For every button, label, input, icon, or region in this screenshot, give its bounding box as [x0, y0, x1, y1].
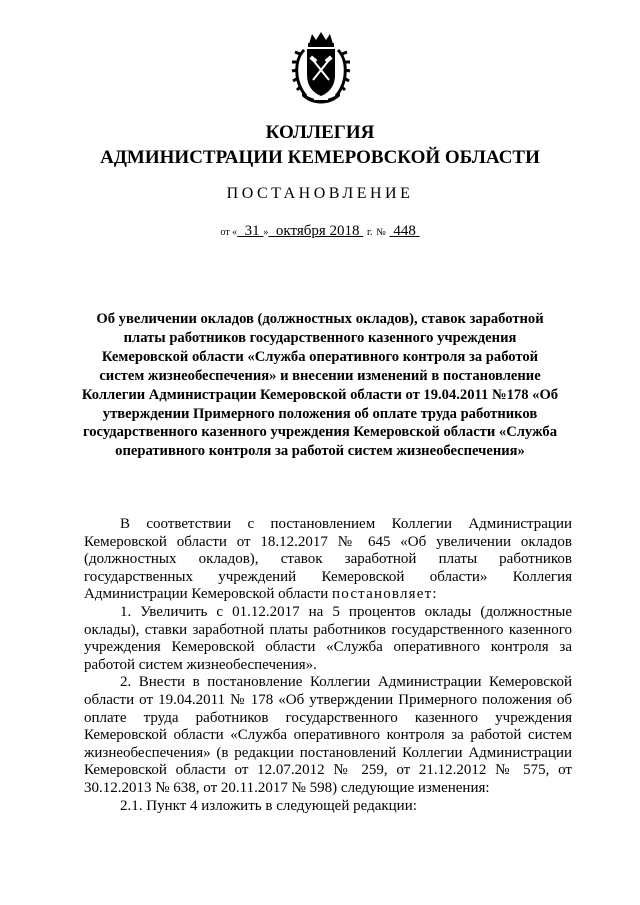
document-title: Об увеличении окладов (должностных окладов), ставок заработной платы работников государственного казенного учреждения Кемеровской области «Служба оперативного контроля за работой систем жизнеобеспечения» и внесении изменений в постановление Коллегии Администрации Кемеровской области от 19.04.2011 №178 «Об утверждении Примерного положения об оплате труда работников государственного казенного учреждения Кемеровской области «Служба оперативного контроля за работой систем жизнеобеспечения» — [81, 311, 559, 460]
date-number-line — [0, 221, 640, 243]
org-name-line1: КОЛЛЕГИЯ — [265, 122, 375, 143]
paragraph-preamble: В соответствии с постановлением Коллегии Администрации Кемеровской области от 18.12.2017 № 645 «Об увеличении окладов (должностных окладов), ставок заработной платы работников государственных учреждений Кемеровской области» Коллегия Администрации Кемеровской области постановляет: — [84, 516, 572, 603]
document-number: 448 — [393, 223, 416, 239]
number-label: № — [376, 227, 386, 238]
date-prefix: от « — [220, 227, 238, 238]
document-type: ПОСТАНОВЛЕНИЕ — [226, 185, 414, 202]
document-body — [84, 516, 572, 815]
date-day-close: » — [263, 227, 269, 238]
kemerovo-coat-of-arms-icon — [290, 30, 352, 106]
date-year-suffix: г. — [367, 227, 373, 238]
date-month-year: октября 2018 — [275, 223, 360, 239]
date-day: 31 — [244, 223, 260, 239]
paragraph-item-2-1: 2.1. Пункт 4 изложить в следующей редакции: — [120, 797, 417, 814]
paragraph-item-1: 1. Увеличить с 01.12.2017 на 5 процентов оклады (должностные оклады), ставки заработной платы работников государственного казенного учреждения Кемеровской области «Служба оперативного контроля за работой систем жизнеобеспечения». — [84, 603, 572, 673]
org-name-line2: АДМИНИСТРАЦИИ КЕМЕРОВСКОЙ ОБЛАСТИ — [100, 147, 540, 168]
resolution-keyword: постановляет: — [332, 586, 438, 603]
paragraph-item-2: 2. Внести в постановление Коллегии Администрации Кемеровской области от 19.04.2011 № 178 «Об утверждении Примерного положения об оплате труда работников государственного казенного учреждения Кемеровской области «Служба оперативного контроля за работой систем жизнеобеспечения» (в редакции постановлений Коллегии Администрации Кемеровской области от 12.07.2012 № 259, от 21.12.2012 № 575, от 30.12.2013 № 638, от 20.11.2017 № 598) следующие изменения: — [84, 674, 572, 796]
